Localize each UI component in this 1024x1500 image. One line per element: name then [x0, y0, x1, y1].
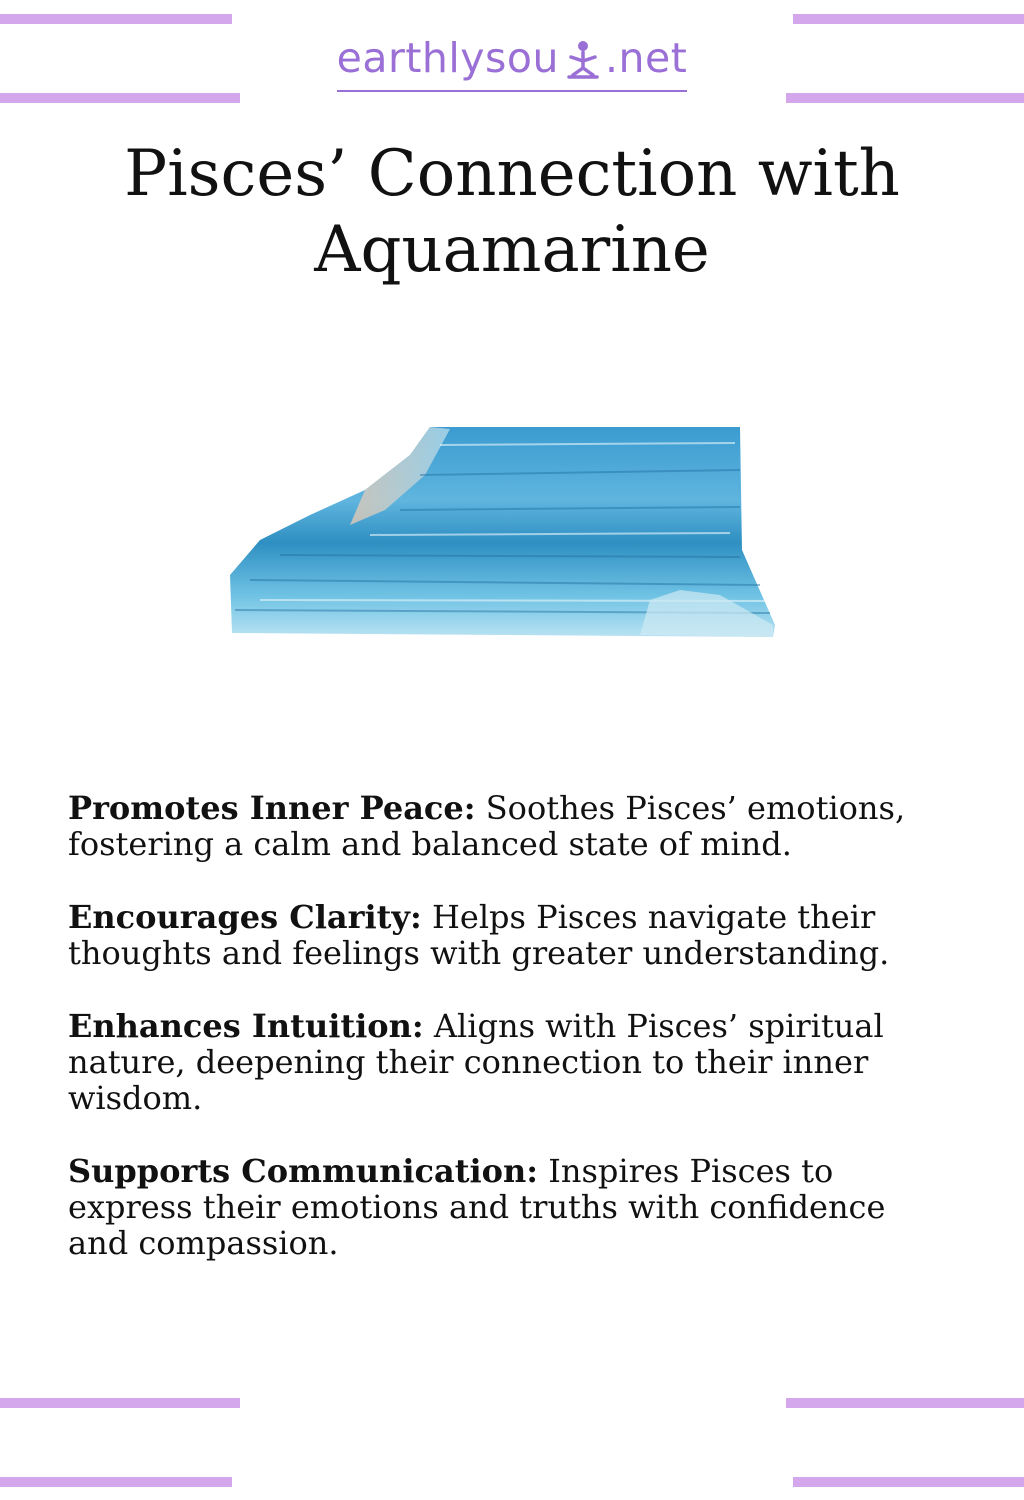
page-title: Pisces’ Connection with Aquamarine [124, 137, 900, 287]
benefit-item [68, 1153, 948, 1261]
decorative-bar [786, 93, 1024, 103]
benefit-label: Supports Communication: [68, 1152, 539, 1190]
site-logo[interactable] [0, 28, 1024, 92]
benefit-text: Helps Pisces navigate their thoughts and feelings with greater understanding. [68, 898, 890, 972]
benefit-text: Aligns with Pisces’ spiritual nature, deepening their connection to their inner wisdom. [68, 1007, 884, 1117]
decorative-bar [793, 14, 1024, 24]
benefit-item [68, 1008, 948, 1116]
logo-text-dot: . [605, 34, 619, 82]
logo-text-left: earthlysou [336, 34, 559, 82]
logo-text-right: net [618, 34, 688, 82]
decorative-bar [0, 93, 240, 103]
aquamarine-crystal-image [220, 415, 790, 650]
decorative-bar [786, 1398, 1024, 1408]
benefit-label: Promotes Inner Peace: [68, 789, 476, 827]
benefits-list [68, 790, 948, 1298]
decorative-bar [0, 1398, 240, 1408]
benefit-label: Encourages Clarity: [68, 898, 422, 936]
meditating-figure-icon [561, 37, 605, 85]
benefit-item [68, 899, 948, 971]
benefit-item [68, 790, 948, 862]
decorative-bar [0, 14, 232, 24]
decorative-bar [793, 1477, 1024, 1487]
decorative-bar [0, 1477, 232, 1487]
benefit-text: Soothes Pisces’ emotions, fostering a calm and balanced state of mind. [68, 789, 906, 863]
benefit-label: Enhances Intuition: [68, 1007, 424, 1045]
benefit-text: Inspires Pisces to express their emotions and truths with confidence and compassion. [68, 1152, 886, 1262]
